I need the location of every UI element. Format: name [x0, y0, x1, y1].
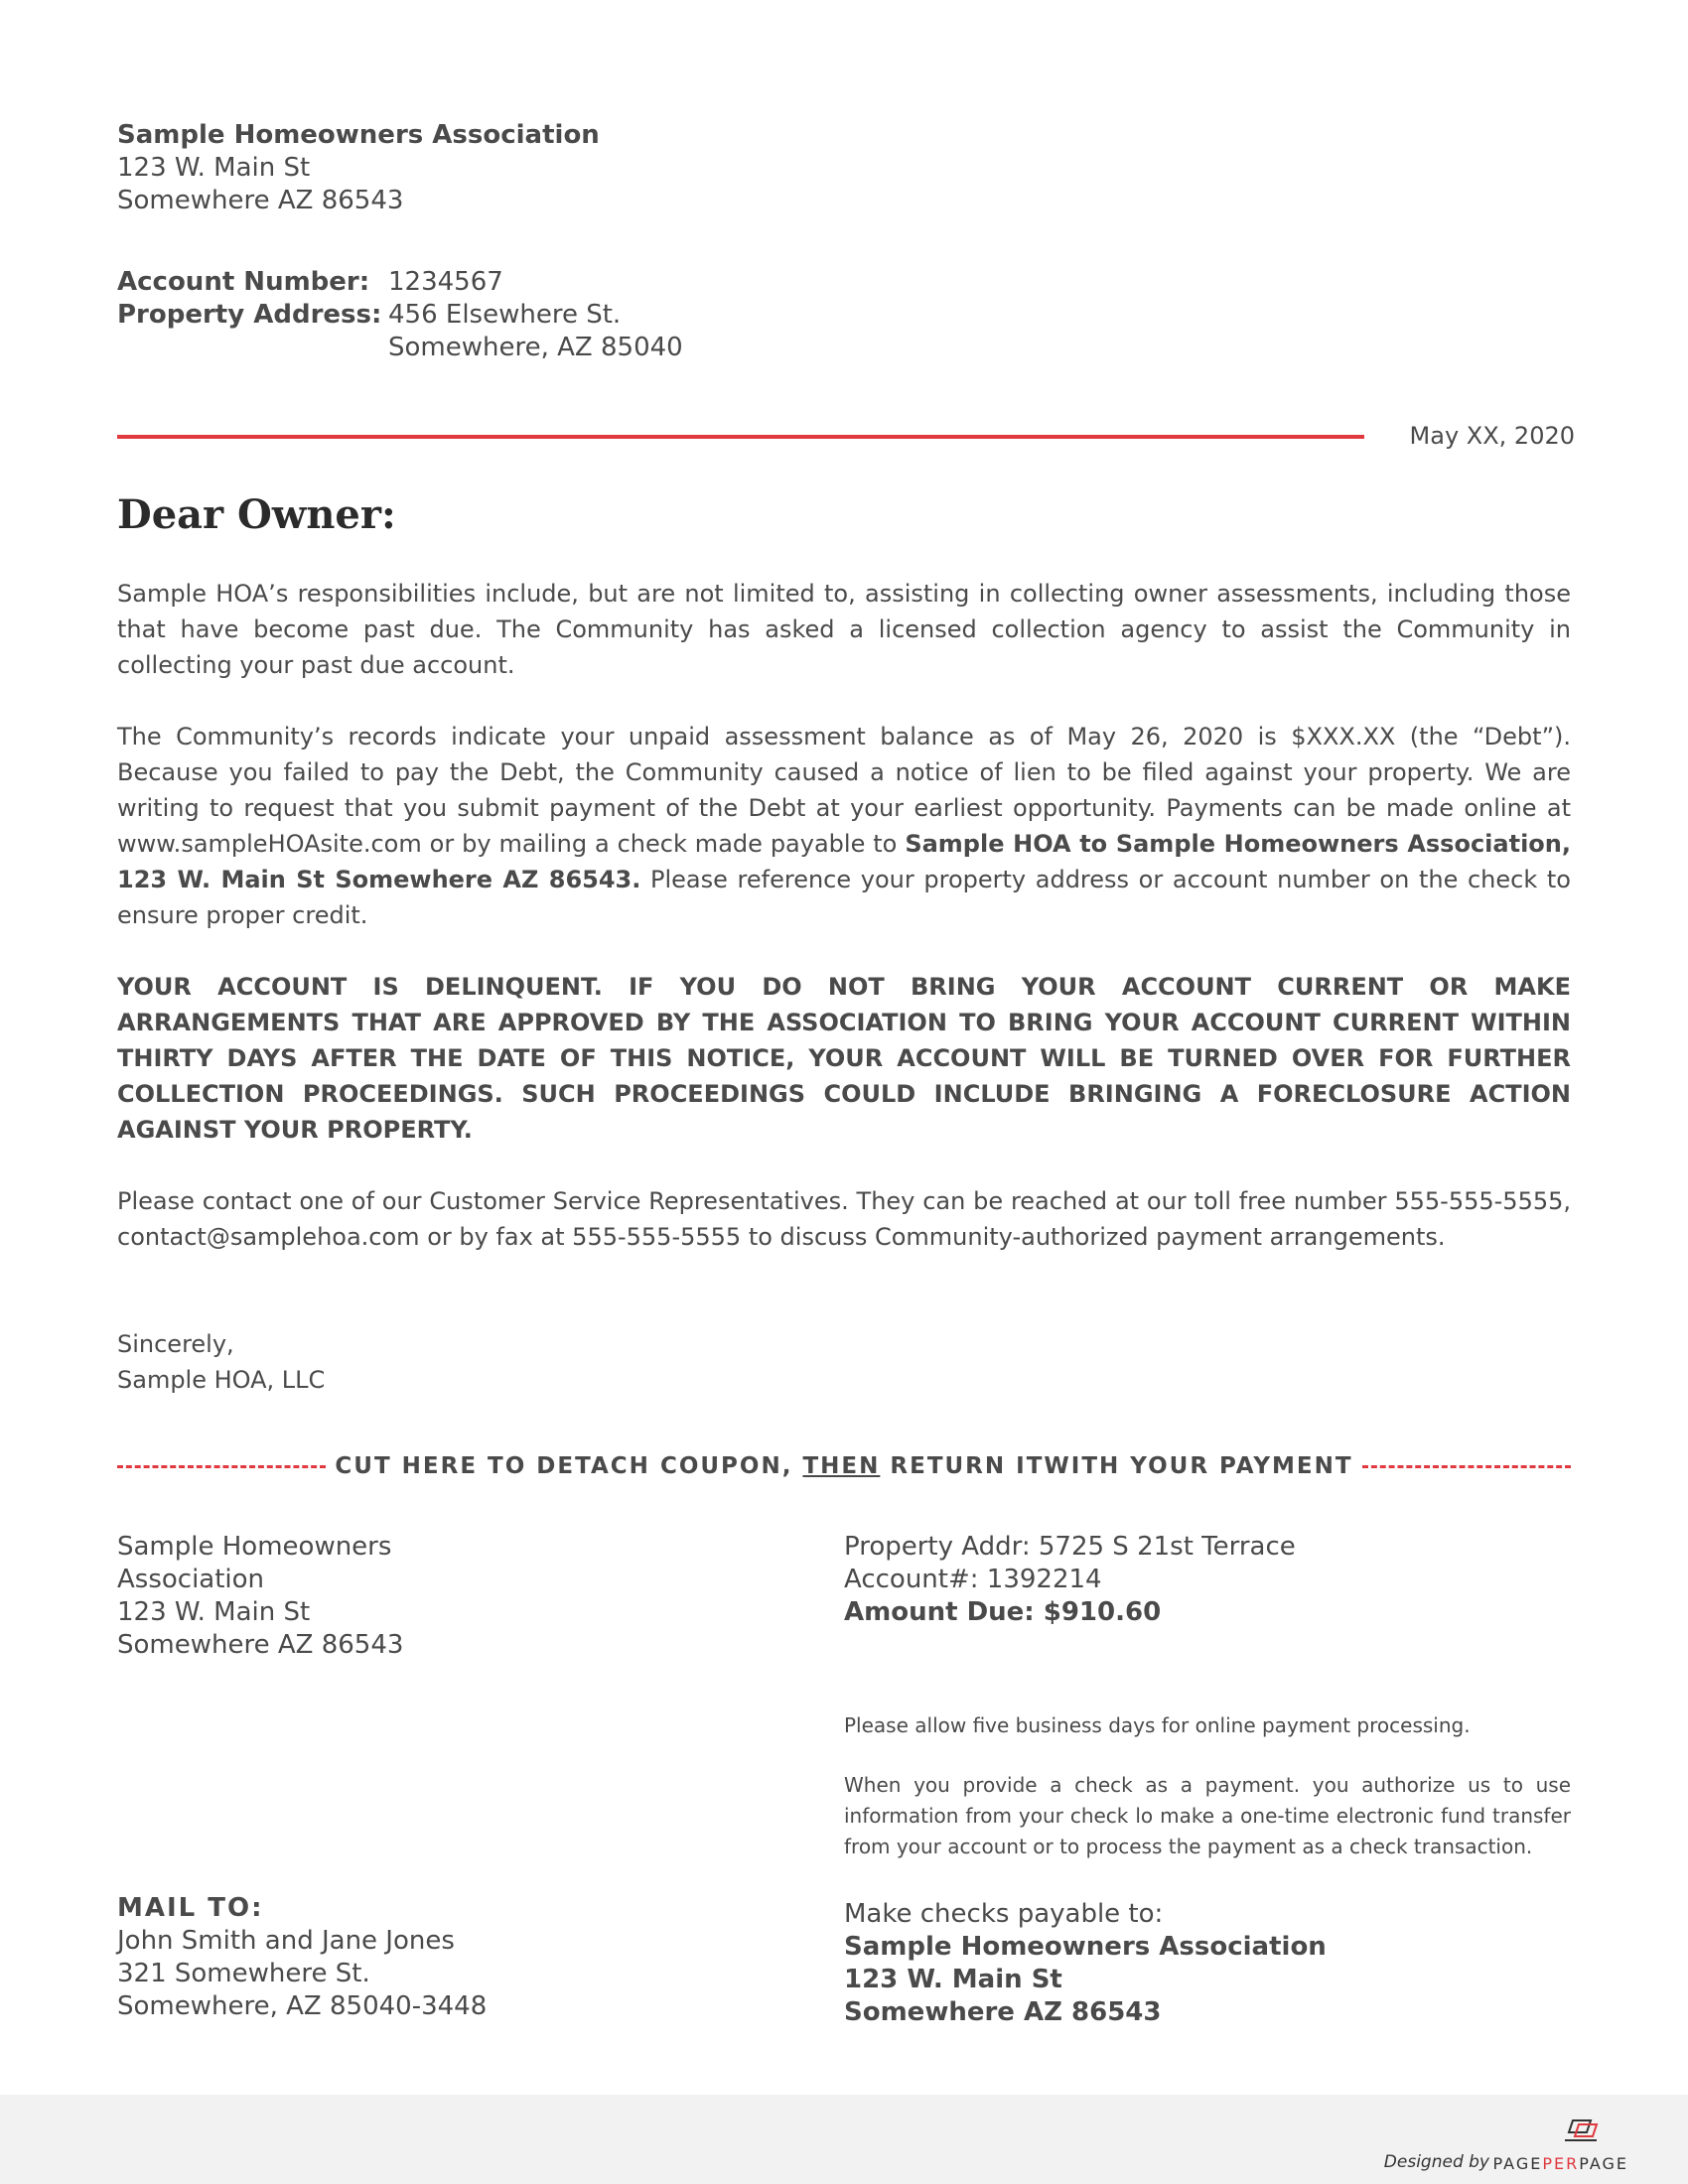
brand-logo-text: [1493, 2154, 1628, 2173]
account-number-value: 1234567: [388, 267, 503, 297]
payable-city: Somewhere AZ 86543: [844, 1997, 1162, 2027]
letter-date: May XX, 2020: [1409, 422, 1575, 450]
online-processing-note: Please allow five business days for online payment processing.: [844, 1713, 1471, 1737]
payable-name: Sample Homeowners Association: [844, 1932, 1327, 1962]
property-address-label: Property Address:: [117, 300, 382, 330]
cut-dashes-right: [1362, 1465, 1571, 1468]
amount-due: Amount Due: $910.60: [844, 1597, 1162, 1627]
coupon-association-address: [117, 1531, 405, 1662]
account-info: [117, 266, 683, 364]
paragraph-debt: [117, 719, 1571, 933]
property-address-line2: Somewhere, AZ 85040: [388, 333, 683, 362]
paragraph-responsibilities: Sample HOA’s responsibilities include, but are not limited to, assisting in collecting owner assessments, including those that have become past due. The Community has asked a licensed collection agency to assist the Community in collecting your past due account.: [117, 580, 1571, 679]
payee-address: Sample HOA to Sample Homeowners Association, 123 W. Main St Somewhere AZ 86543.: [117, 830, 1571, 893]
debt-reference-text: Please reference your property address or account number on the check to ensure proper credit.: [117, 866, 1571, 929]
recipient-street: 321 Somewhere St.: [117, 1959, 370, 1988]
paragraph-contact: Please contact one of our Customer Service Representatives. They can be reached at our toll free number 555-555-5555, contact@samplehoa.com or by fax at 555-555-5555 to discuss Community-authorized payment arrangements.: [117, 1187, 1571, 1251]
sender-name: Sample Homeowners Association: [117, 120, 600, 150]
mail-to-block: [117, 1892, 487, 2023]
coupon-account-info: [844, 1531, 1571, 1629]
property-address-line1: 456 Elsewhere St.: [388, 300, 622, 330]
brand-text-page: PAGE: [1492, 2154, 1543, 2173]
recipient-city: Somewhere, AZ 85040-3448: [117, 1991, 488, 2021]
property-address-row-2: [117, 332, 683, 364]
divider-line: [117, 435, 1364, 439]
cut-dashes-left: [117, 1465, 326, 1468]
payment-notes: [844, 1710, 1571, 1891]
signature: Sample HOA, LLC: [117, 1366, 326, 1394]
sender-street: 123 W. Main St: [117, 153, 311, 183]
mail-to-label: MAIL TO:: [117, 1893, 264, 1923]
cut-line: [117, 1451, 1571, 1481]
coupon-property-address: Property Addr: 5725 S 21st Terrace: [844, 1532, 1296, 1562]
payable-street: 123 W. Main St: [844, 1965, 1062, 1994]
coupon-association-city: Somewhere AZ 86543: [117, 1630, 404, 1660]
cut-text-after: RETURN ITWITH YOUR PAYMENT: [890, 1453, 1353, 1479]
sender-address: [117, 119, 600, 217]
account-number-row: [117, 266, 683, 299]
letter-body: [117, 576, 1571, 1398]
brand-text-per: PER: [1542, 2154, 1580, 2173]
cut-text-emph: THEN: [802, 1453, 881, 1479]
closing: Sincerely,: [117, 1330, 234, 1358]
recipient-name: John Smith and Jane Jones: [117, 1926, 455, 1956]
sender-city: Somewhere AZ 86543: [117, 186, 404, 215]
coupon-association-street: 123 W. Main St: [117, 1597, 311, 1627]
check-authorization-note: When you provide a check as a payment. you authorize us to use information from your check lo make a one-time electronic fund transfer from your account or to process the payment as a check transaction.: [844, 1773, 1571, 1858]
debt-text: The Community’s records indicate your unpaid assessment balance as of May 26, 2020 is $XXX.XX (the “Debt”). Because you failed to pay the Debt, the Community caused a notice of lien to be filed against your property. We are writing to request that you submit payment of the Debt at your earliest opportunity. Payments can be made online at www.sampleHOAsite.com or by mailing a check made payable to: [117, 723, 1571, 858]
coupon-association-name: Sample Homeowners Association: [117, 1532, 392, 1594]
checks-payable-block: [844, 1898, 1327, 2029]
greeting: Dear Owner:: [117, 491, 396, 538]
payable-label: Make checks payable to:: [844, 1899, 1164, 1929]
footer: [0, 2095, 1688, 2184]
cut-instruction: [326, 1453, 1362, 1479]
delinquency-warning: YOUR ACCOUNT IS DELINQUENT. IF YOU DO NOT BRING YOUR ACCOUNT CURRENT OR MAKE ARRANGEMENTS THAT ARE APPROVED BY THE ASSOCIATION TO BRING YOUR ACCOUNT CURRENT WITHIN THIRTY DAYS AFTER THE DATE OF THIS NOTICE, YOUR ACCOUNT WILL BE TURNED OVER FOR FURTHER COLLECTION PROCEEDINGS. SUCH PROCEEDINGS COULD INCLUDE BRINGING A FORECLOSURE ACTION AGAINST YOUR PROPERTY.: [117, 973, 1571, 1144]
property-address-row: [117, 299, 683, 332]
account-number-label: Account Number:: [117, 267, 370, 297]
pageperpage-logo-icon: [1561, 2116, 1601, 2146]
cut-text-before: CUT HERE TO DETACH COUPON,: [335, 1453, 793, 1479]
coupon-account-number: Account#: 1392214: [844, 1565, 1102, 1594]
brand-text-page-2: PAGE: [1579, 2154, 1628, 2173]
designed-by-label: Designed by: [1383, 2152, 1489, 2172]
